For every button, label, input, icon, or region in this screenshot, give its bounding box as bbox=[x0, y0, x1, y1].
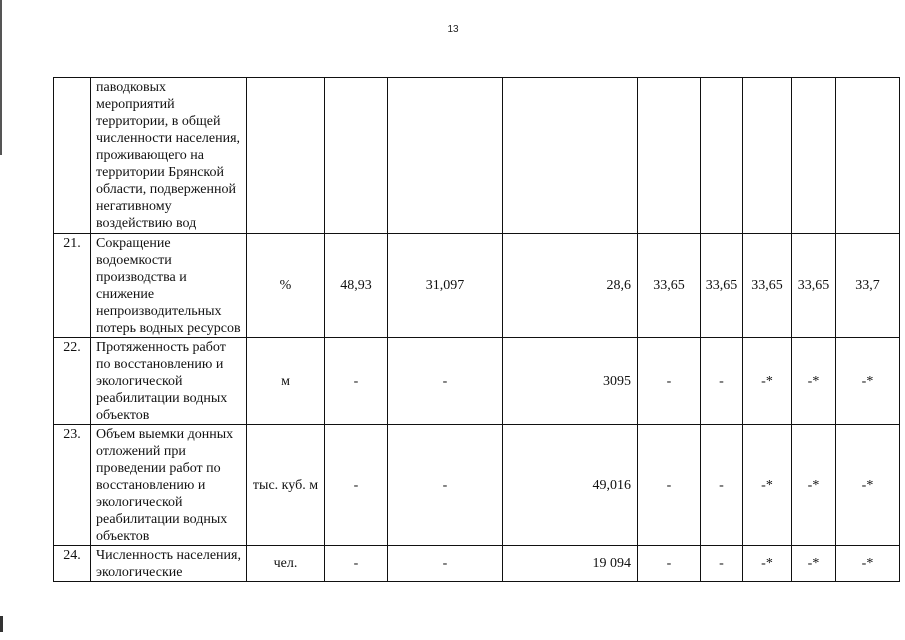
value-cell: - bbox=[388, 425, 503, 546]
value-cell: 33,7 bbox=[836, 234, 900, 338]
value-cell bbox=[743, 78, 792, 234]
value-cell: 3095 bbox=[503, 338, 638, 425]
page-number: 13 bbox=[447, 24, 459, 35]
value-cell: - bbox=[638, 338, 701, 425]
value-cell: -* bbox=[743, 546, 792, 582]
value-cell: -* bbox=[743, 425, 792, 546]
row-number: 23. bbox=[54, 425, 91, 546]
value-cell: -* bbox=[836, 338, 900, 425]
left-margin-mark bbox=[0, 616, 3, 632]
value-cell: - bbox=[388, 338, 503, 425]
value-cell: 28,6 bbox=[503, 234, 638, 338]
value-cell bbox=[638, 78, 701, 234]
value-cell: 31,097 bbox=[388, 234, 503, 338]
indicator-name: Объем выемки донных отложений при проведении работ по восстановлению и экологической реабилитации водных объектов bbox=[91, 425, 247, 546]
value-cell bbox=[701, 78, 743, 234]
value-cell: - bbox=[701, 425, 743, 546]
indicators-table bbox=[53, 77, 900, 582]
value-cell: -* bbox=[792, 546, 836, 582]
value-cell: 33,65 bbox=[638, 234, 701, 338]
value-cell: - bbox=[325, 425, 388, 546]
value-cell: - bbox=[701, 546, 743, 582]
unit-cell: м bbox=[247, 338, 325, 425]
value-cell: -* bbox=[792, 425, 836, 546]
value-cell: - bbox=[325, 338, 388, 425]
value-cell: - bbox=[638, 546, 701, 582]
indicator-name: паводковых мероприятий территории, в общей численности населения, проживающего на территории Брянской области, подверженной негативному воздействию вод bbox=[91, 78, 247, 234]
value-cell: 33,65 bbox=[743, 234, 792, 338]
unit-cell: % bbox=[247, 234, 325, 338]
table-row bbox=[54, 234, 900, 338]
value-cell bbox=[325, 78, 388, 234]
value-cell bbox=[792, 78, 836, 234]
value-cell: - bbox=[701, 338, 743, 425]
row-number bbox=[54, 78, 91, 234]
row-number: 21. bbox=[54, 234, 91, 338]
value-cell bbox=[836, 78, 900, 234]
value-cell: -* bbox=[792, 338, 836, 425]
indicator-name: Сокращение водоемкости производства и снижение непроизводительных потерь водных ресурсов bbox=[91, 234, 247, 338]
value-cell: 48,93 bbox=[325, 234, 388, 338]
unit-cell: тыс. куб. м bbox=[247, 425, 325, 546]
value-cell: -* bbox=[836, 546, 900, 582]
value-cell: - bbox=[388, 546, 503, 582]
left-margin-line bbox=[0, 0, 2, 155]
row-number: 24. bbox=[54, 546, 91, 582]
value-cell bbox=[388, 78, 503, 234]
table-row bbox=[54, 546, 900, 582]
indicator-name: Протяженность работ по восстановлению и экологической реабилитации водных объектов bbox=[91, 338, 247, 425]
value-cell: 33,65 bbox=[792, 234, 836, 338]
value-cell: -* bbox=[836, 425, 900, 546]
table-row bbox=[54, 425, 900, 546]
value-cell: - bbox=[638, 425, 701, 546]
value-cell bbox=[503, 78, 638, 234]
row-number: 22. bbox=[54, 338, 91, 425]
table-row bbox=[54, 338, 900, 425]
unit-cell: чел. bbox=[247, 546, 325, 582]
value-cell: 33,65 bbox=[701, 234, 743, 338]
indicator-name: Численность населения, экологические bbox=[91, 546, 247, 582]
value-cell: - bbox=[325, 546, 388, 582]
value-cell: 19 094 bbox=[503, 546, 638, 582]
value-cell: 49,016 bbox=[503, 425, 638, 546]
table-row bbox=[54, 78, 900, 234]
value-cell: -* bbox=[743, 338, 792, 425]
unit-cell bbox=[247, 78, 325, 234]
